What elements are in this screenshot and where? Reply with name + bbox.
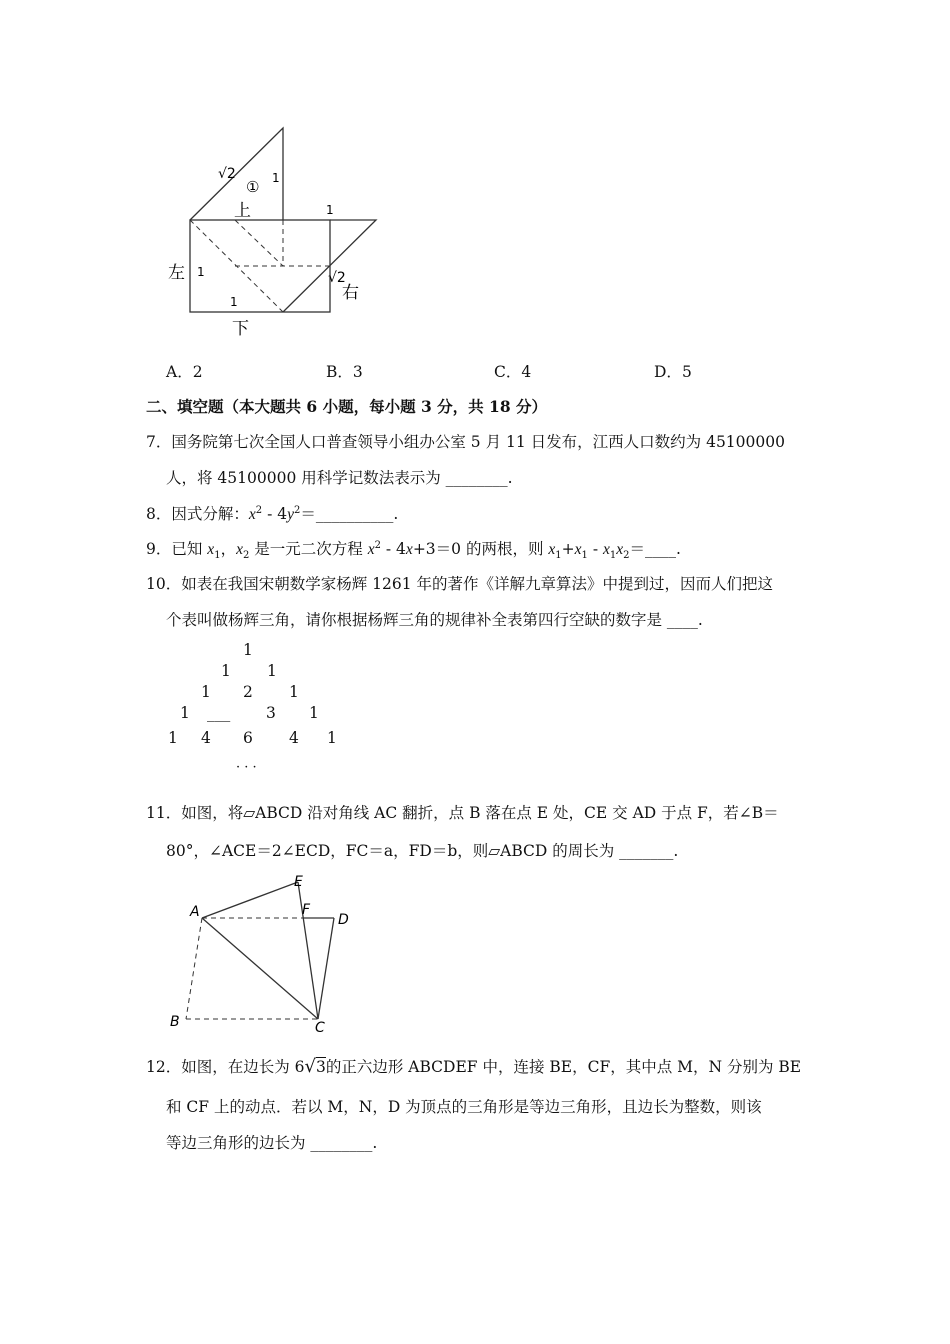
label-sqrt2-right: √2 — [328, 270, 346, 286]
pascal-cell: 1 — [289, 683, 299, 701]
dashed-ab — [186, 918, 202, 1019]
pascal-cell: 1 — [243, 641, 253, 659]
q11-line2: 80°，∠ACE＝2∠ECD，FC＝a，FD＝b，则▱ABCD 的周长为 _______. — [166, 842, 679, 860]
pascal-cell: 1 — [180, 704, 190, 722]
point-e: E — [294, 874, 303, 890]
q11-line1: 11．如图，将▱ABCD 沿对角线 AC 翻折，点 B 落在点 E 处，CE 交 AD 于点 F，若∠B＝ — [146, 804, 779, 822]
label-bottom: 下 — [232, 319, 249, 339]
segment-ac — [202, 918, 318, 1019]
option-d: D．5 — [654, 363, 692, 381]
label-1-triangle: 1 — [272, 171, 280, 185]
q7-line1: 7．国务院第七次全国人口普查领导小组办公室 5 月 11 日发布，江西人口数约为 45100000 — [146, 433, 785, 451]
label-1-right-top: 1 — [326, 203, 334, 217]
label-left: 左 — [168, 263, 185, 283]
option-c: C．4 — [494, 363, 532, 381]
segment-dc — [318, 918, 334, 1019]
pascal-cell: 4 — [201, 729, 211, 747]
sqrt-symbol: √ — [304, 1056, 316, 1077]
pascal-cell: 1 — [168, 729, 178, 747]
q8: 8．因式分解：$x^2$ - $4y^2=\_\_\_\_\_\_\_\_\_\_$. — [146, 504, 399, 523]
pascal-cell: 1 — [327, 729, 337, 747]
label-1-bottom: 1 — [230, 295, 238, 309]
option-a: A．2 — [166, 363, 203, 381]
option-b: B．3 — [326, 363, 363, 381]
q10-line2: 个表叫做杨辉三角，请你根据杨辉三角的规律补全表第四行空缺的数字是 ____. — [166, 611, 703, 629]
pascal-cell: 1 — [201, 683, 211, 701]
pascal-cell: 1 — [267, 662, 277, 680]
pascal-cell: 1 — [309, 704, 319, 722]
q7-line2: 人，将 45100000 用科学记数法表示为 ________. — [166, 469, 513, 487]
section-2-header: 二、填空题（本大题共 6 小题，每小题 3 分，共 18 分） — [146, 397, 548, 416]
dashed-inner-diagonal — [235, 220, 283, 266]
point-c: C — [315, 1020, 325, 1036]
label-sqrt2-top: √2 — [218, 166, 236, 182]
pascal-cell: 2 — [243, 683, 253, 701]
label-top: 上 — [234, 201, 251, 221]
pascal-dots: · · · — [236, 760, 257, 775]
q11-figure — [160, 870, 370, 1040]
pascal-cell: 4 — [289, 729, 299, 747]
label-circle-1: ① — [246, 178, 260, 196]
point-d: D — [338, 912, 349, 928]
q9: 9．已知 $x_1$，$x_2$ 是一元二次方程 $x^2 - 4x+3=0$ 的两根，则 $x_1+x_1$ - $x_1x_2=\_\_\_\_$. — [146, 539, 681, 562]
point-a: A — [190, 904, 200, 920]
q6-figure — [160, 120, 390, 340]
q12-line3: 等边三角形的边长为 ________. — [166, 1134, 378, 1152]
label-1-left: 1 — [197, 265, 205, 279]
pascal-blank: ___ — [207, 704, 231, 722]
q12-line2: 和 CF 上的动点．若以 M，N，D 为顶点的三角形是等边三角形，且边长为整数，则该 — [166, 1098, 762, 1116]
pascal-cell: 3 — [266, 704, 276, 722]
point-b: B — [170, 1014, 180, 1030]
q10-line1: 10．如表在我国宋朝数学家杨辉 1261 年的著作《详解九章算法》中提到过，因而人们把这 — [146, 575, 774, 593]
pascal-cell: 6 — [243, 729, 253, 747]
point-f: F — [302, 902, 311, 918]
q12-line1: 12．如图，在边长为 6√3的正六边形 ABCDEF 中，连接 BE，CF，其中点 M，N 分别为 BE — [146, 1056, 802, 1077]
segment-ae — [202, 882, 298, 918]
label-right: 右 — [342, 283, 359, 303]
pascal-cell: 1 — [221, 662, 231, 680]
